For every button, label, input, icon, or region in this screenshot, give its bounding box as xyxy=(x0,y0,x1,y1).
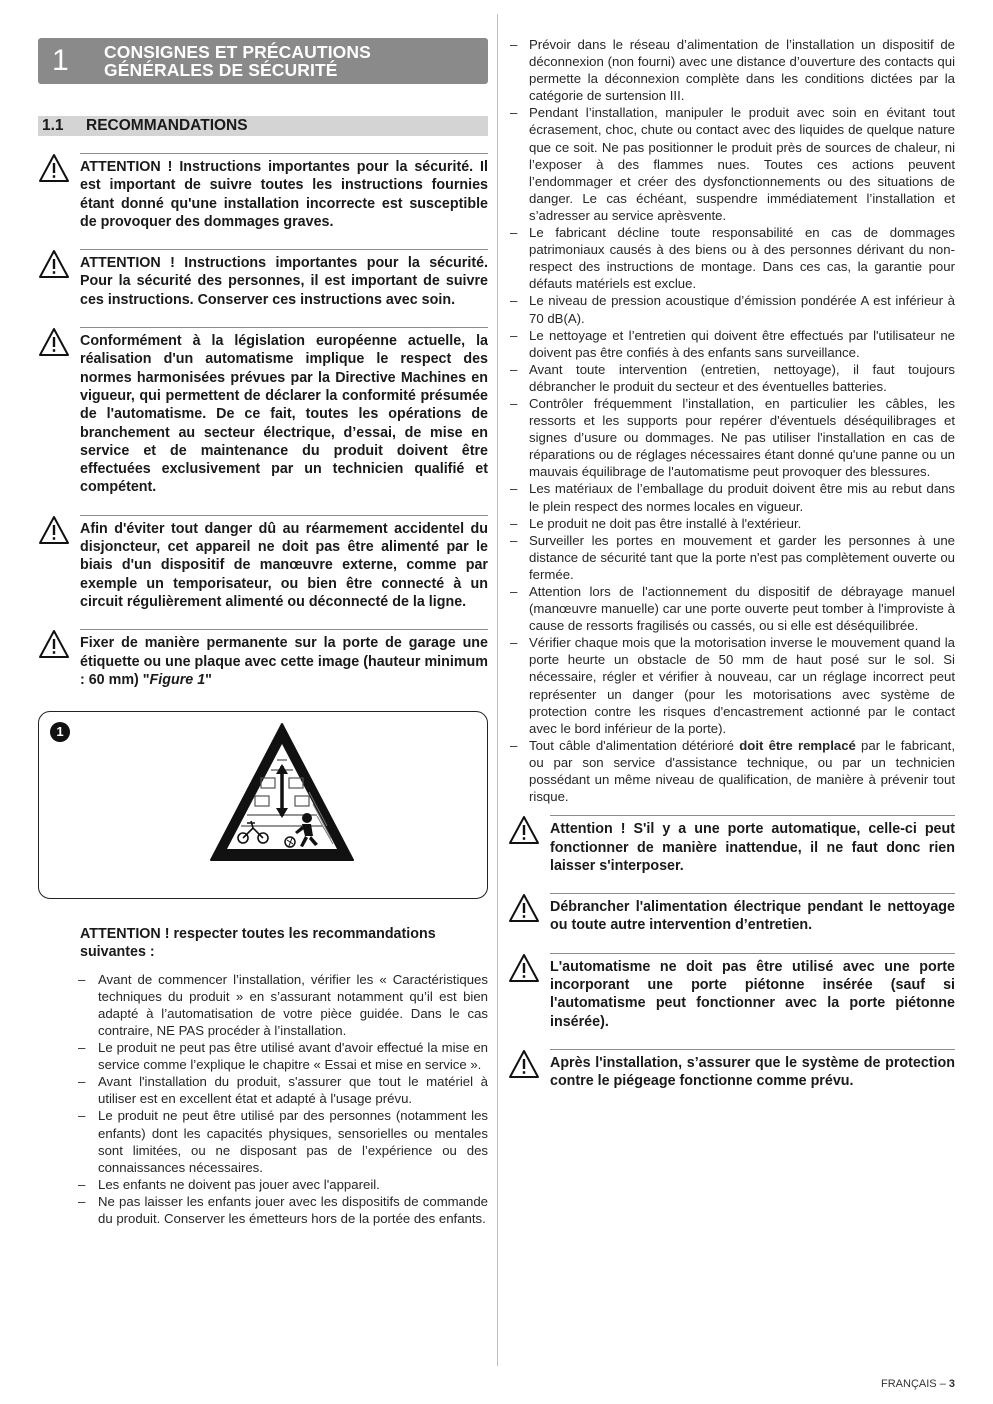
warning-block xyxy=(508,893,955,935)
warning-text: Conformément à la législation européenne actuelle, la réalisation d'un automatisme implique le respect des normes harmonisées prévues par la Directive Machines en vigueur, qui permettent de déclarer la conformité présumée de l'automatisme. De ce fait, toutes les opérations de branchement au secteur électrique, d’essai, de mise en service et de maintenance du produit doivent être effectuées exclusivement par un technicien qualifié et compétent. xyxy=(80,327,488,497)
section-header xyxy=(38,116,488,136)
warning-triangle-icon xyxy=(38,515,80,545)
list-item: – Contrôler fréquemment l’installation, en particulier les câbles, les ressorts et les supports pour repérer d'éventuels déséquilibrages et signes d’usure ou dommages. Ne pas utiliser l'installation en cas de réparations ou de réglages nécessaires étant donné qu'une panne ou un mauvais équilibrage de l'automatisme peut provoquer des blessures. xyxy=(508,395,955,480)
chapter-number: 1 xyxy=(52,44,69,77)
list-item: – Prévoir dans le réseau d’alimentation de l’installation un dispositif de déconnexion (non fourni) avec une distance d’ouverture des contacts qui permette la déconnexion complète dans les conditions dictées par la catégorie de surtension III. xyxy=(508,36,955,104)
section-number: 1.1 xyxy=(42,117,64,134)
list-item: – Les matériaux de l’emballage du produit doivent être mis au rebut dans le plein respect des normes locales en vigueur. xyxy=(508,480,955,514)
list-item: – Pendant l’installation, manipuler le produit avec soin en évitant tout écrasement, choc, chute ou contact avec des liquides de quelque nature que ce soit. Ne pas positionner le produit près de sources de chaleur, ni l’exposer à des flammes nues. Toutes ces actions peuvent l’endommager et créer des dysfonctionnements ou des situations de danger. Le cas échéant, suspendre immédiatement l’installation et s’adresser au service aprèsvente. xyxy=(508,104,955,224)
warning-triangle-icon xyxy=(38,249,80,279)
list-item: – Le fabricant décline toute responsabilité en cas de dommages patrimoniaux causés à des biens ou à des personnes dérivant du non-respect des instructions de montage. Dans ces cas, la garantie pour défauts matériels est exclue. xyxy=(508,224,955,292)
recommendations-lead: ATTENTION ! respecter toutes les recommandations suivantes : xyxy=(80,926,436,961)
footer-language: FRANÇAIS – xyxy=(881,1378,949,1390)
warning-triangle-icon xyxy=(38,153,80,183)
list-item: – Les enfants ne doivent pas jouer avec l'appareil. xyxy=(76,1176,488,1193)
warning-text: ATTENTION ! Instructions importantes pour la sécurité. Il est important de suivre toutes les instructions fournies étant donné qu'une installation incorrecte est susceptible de provoquer des dommages graves. xyxy=(80,153,488,231)
warning-text: Fixer de manière permanente sur la porte de garage une étiquette ou une plaque avec cette image (hauteur minimum : 60 mm) "Figure 1" xyxy=(80,629,488,689)
column-divider xyxy=(497,14,498,1366)
page-number: 3 xyxy=(948,1378,955,1390)
list-item: – Le produit ne peut pas être utilisé avant d'avoir effectué la mise en service comme l’explique le chapitre « Essai et mise en service ». xyxy=(76,1039,488,1073)
warning-text: Après l'installation, s’assurer que le système de protection contre le piégeage fonctionne comme prévu. xyxy=(550,1049,955,1091)
warning-text: Attention ! S'il y a une porte automatique, celle-ci peut fonctionner de manière inattendue, il ne faut donc rien laisser s'interposer. xyxy=(550,815,955,875)
right-column xyxy=(508,36,955,1090)
figure-number-badge: 1 xyxy=(50,722,70,742)
list-item: – Surveiller les portes en mouvement et garder les personnes à une distance de sécurité tant que la porte n'est pas complètement ouverte ou fermée. xyxy=(508,532,955,583)
warning-triangle-icon xyxy=(38,327,80,357)
recommendations-list-right xyxy=(508,36,955,805)
warning-text: Débrancher l'alimentation électrique pendant le nettoyage ou toute autre intervention d’entretien. xyxy=(550,893,955,935)
warning-triangle-icon xyxy=(508,1049,550,1079)
warning-block xyxy=(38,153,488,231)
recommendations-list-left xyxy=(76,971,488,1227)
list-item: – Le niveau de pression acoustique d’émission pondérée A est inférieur à 70 dB(A). xyxy=(508,292,955,326)
warning-block xyxy=(508,815,955,875)
warning-triangle-icon xyxy=(508,953,550,983)
section-title: RECOMMANDATIONS xyxy=(86,117,248,134)
warning-block xyxy=(38,515,488,611)
warning-text: L'automatisme ne doit pas être utilisé avec une porte incorporant une porte piétonne insérée (sauf si l'automatisme peut fonctionner avec la porte piétonne insérée). xyxy=(550,953,955,1031)
list-item: – Avant toute intervention (entretien, nettoyage), il faut toujours débrancher le produit du secteur et des éventuelles batteries. xyxy=(508,361,955,395)
warning-block xyxy=(508,953,955,1031)
warning-block xyxy=(38,629,488,689)
list-item: – Ne pas laisser les enfants jouer avec les dispositifs de commande du produit. Conserver les émetteurs hors de la portée des enfants. xyxy=(76,1193,488,1227)
warning-text: Afin d'éviter tout danger dû au réarmement accidentel du disjoncteur, cet appareil ne doit pas être alimenté par le biais d'un dispositif de manœuvre externe, comme par exemple un temporisateur, ou bien être connecté à un circuit régulièrement alimenté ou déconnecté de la ligne. xyxy=(80,515,488,611)
warning-triangle-icon xyxy=(38,629,80,659)
list-item: – Avant de commencer l’installation, vérifier les « Caractéristiques techniques du produit » en s’assurant notamment qu’il est bien adapté à l’automatisation de votre pièce guidée. Dans le cas contraire, NE PAS procéder à l’installation. xyxy=(76,971,488,1039)
figure-reference: Figure 1 xyxy=(149,671,206,688)
list-item: – Tout câble d'alimentation détérioré doit être remplacé par le fabricant, ou par son service d'assistance technique, ou par un technicien possédant un même niveau de qualification, de manière à prévenir tout risque. xyxy=(508,737,955,805)
warning-block xyxy=(38,249,488,309)
page-footer xyxy=(881,1378,955,1390)
left-column xyxy=(38,38,488,1227)
chapter-title: CONSIGNES ET PRÉCAUTIONS GÉNÉRALES DE SÉCURITÉ xyxy=(104,42,371,80)
warning-triangle-icon xyxy=(508,893,550,923)
chapter-header xyxy=(38,38,488,84)
list-item: – Avant l'installation du produit, s'assurer que tout le matériel à utiliser est en excellent état et adapté à l'usage prévu. xyxy=(76,1073,488,1107)
figure-1 xyxy=(38,711,488,899)
list-item: – Le nettoyage et l’entretien qui doivent être effectués par l'utilisateur ne doivent pas être confiés à des enfants sans surveillance. xyxy=(508,327,955,361)
warning-triangle-icon xyxy=(508,815,550,845)
warning-block xyxy=(508,1049,955,1091)
list-item: – Vérifier chaque mois que la motorisation inverse le mouvement quand la porte heurte un obstacle de 50 mm de haut posé sur le sol. Si nécessaire, régler et vérifier à nouveau, car un réglage incorrect peut représenter un danger (pour les motorisations avec système de protection contre les risques d'encastrement actionné par le contact avec le bord inférieur de la porte). xyxy=(508,634,955,737)
garage-door-hazard-pictogram-icon xyxy=(207,720,357,864)
list-item: – Le produit ne doit pas être installé à l'extérieur. xyxy=(508,515,955,532)
list-item: – Le produit ne peut être utilisé par des personnes (notamment les enfants) dont les capacités physiques, sensorielles ou mentales sont limitées, ou ne disposant pas de l’expérience ou des connaissances nécessaires. xyxy=(76,1107,488,1175)
warning-block xyxy=(38,327,488,497)
warning-text: ATTENTION ! Instructions importantes pour la sécurité. Pour la sécurité des personnes, il est important de suivre ces instructions. Conserver ces instructions avec soin. xyxy=(80,249,488,309)
list-item: – Attention lors de l'actionnement du dispositif de débrayage manuel (manœuvre manuelle) car une porte ouverte peut tomber à l'improviste à cause de ressorts fragilisés ou cassés, ou si elle est déséquilibrée. xyxy=(508,583,955,634)
